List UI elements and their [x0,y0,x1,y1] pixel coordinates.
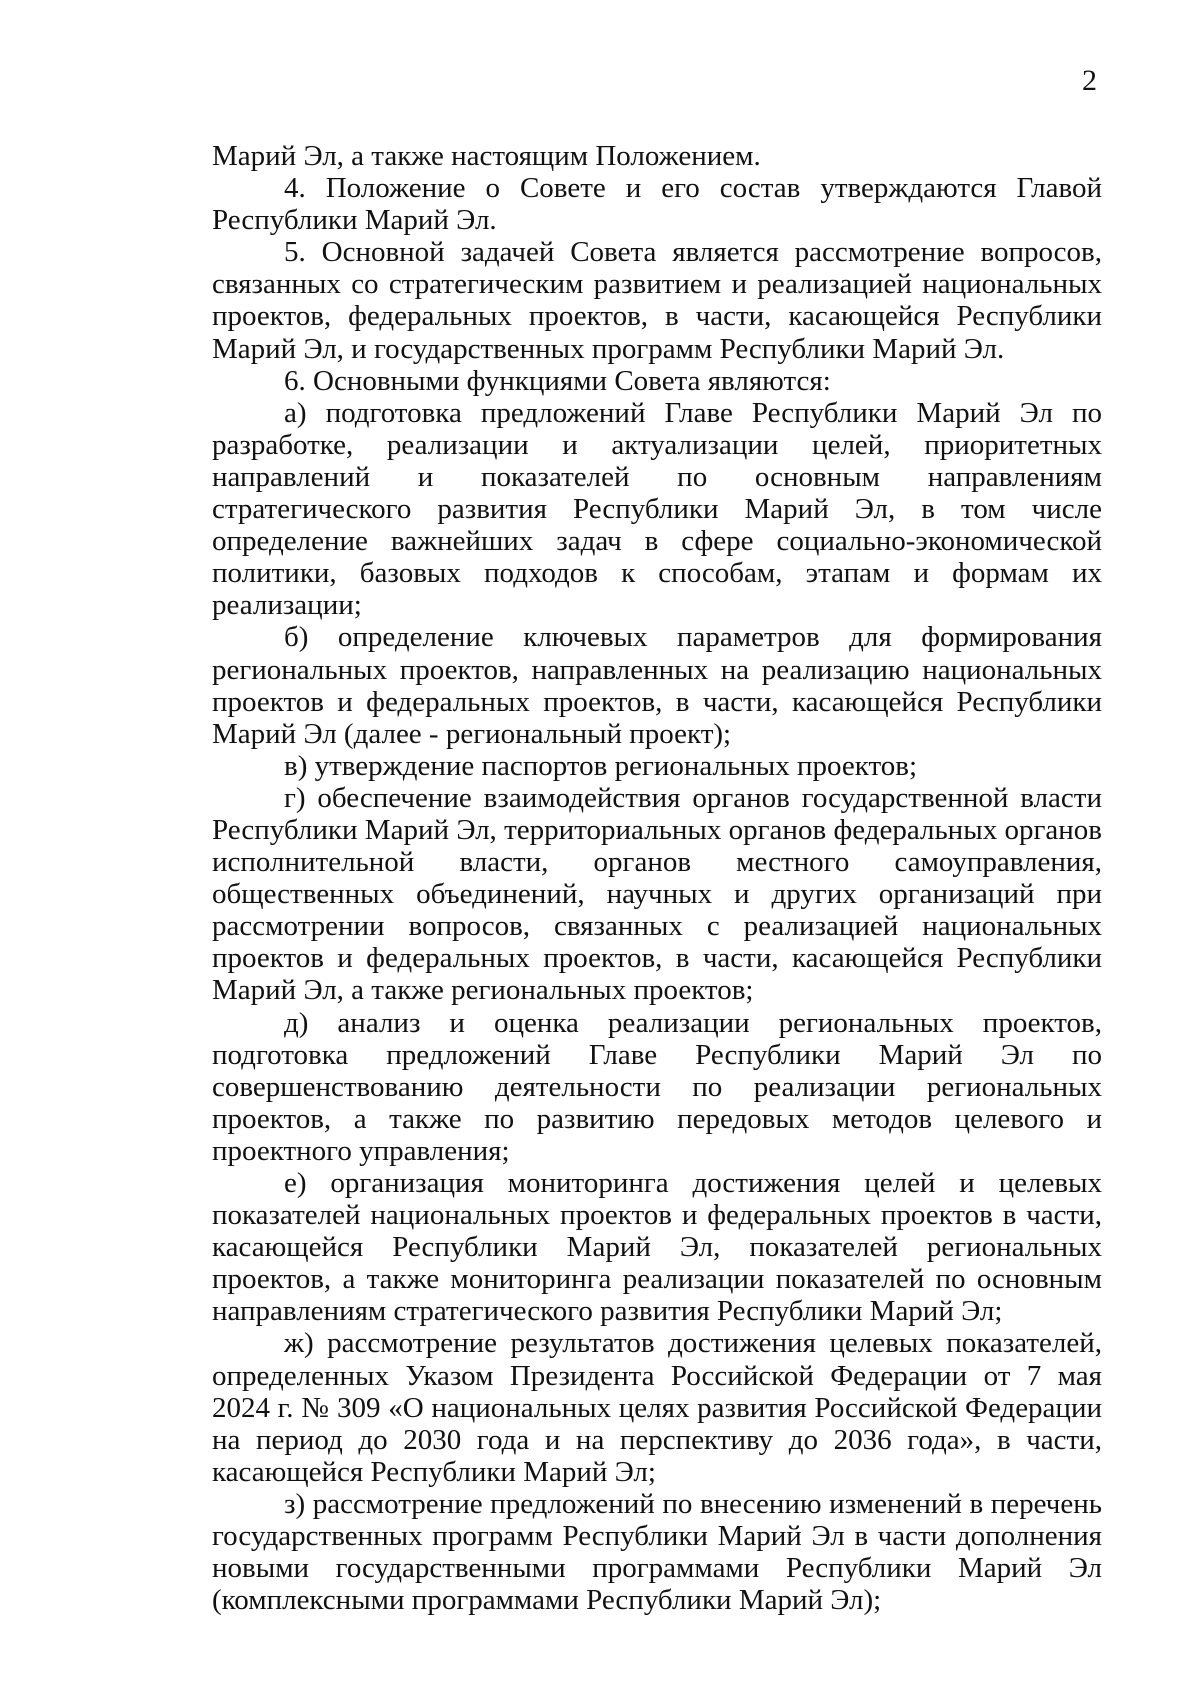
paragraph-subitem-g: г) обеспечение взаимодействия органов государственной власти Республики Марий Эл, территориальных органов федеральных органов исполнительной власти, органов местного самоуправления, общественных объединений, научных и других организаций при рассмотрении вопросов, связанных с реализацией национальных проектов и федеральных проектов, в части, касающейся Республики Марий Эл, а также региональных проектов; [212,781,1102,1007]
paragraph-continuation: Марий Эл, а также настоящим Положением. [212,140,761,172]
paragraph-item-5: 5. Основной задачей Совета является рассмотрение вопросов, связанных со стратегическим развитием и реализацией национальных проектов, федеральных проектов, в части, касающейся Республики Марий Эл, и государственных программ Республики Марий Эл. [212,236,1102,365]
paragraph-subitem-v: в) утверждение паспортов региональных проектов; [284,749,918,782]
paragraph-subitem-e: е) организация мониторинга достижения целей и целевых показателей национальных проектов и федеральных проектов в части, касающейся Республики Марий Эл, показателей региональных проектов, а также мониторинга реализации показателей по основным направлениям стратегического развития Республики Марий Эл; [212,1167,1102,1328]
document-body [212,140,1102,1616]
paragraph-item-4: 4. Положение о Совете и его состав утверждаются Главой Республики Марий Эл. [212,172,1102,237]
paragraph-subitem-a: а) подготовка предложений Главе Республики Марий Эл по разработке, реализации и актуализации целей, приоритетных направлений и показателей по основным направлениям стратегического развития Республики Марий Эл, в том числе определение важнейших задач в сфере социально-экономической политики, базовых подходов к способам, этапам и формам их реализации; [212,396,1102,622]
paragraph-subitem-zh: ж) рассмотрение результатов достижения целевых показателей, определенных Указом Президента Российской Федерации от 7 мая 2024 г. № 309 «О национальных целях развития Российской Федерации на период до 2030 года и на перспективу до 2036 года», в части, касающейся Республики Марий Эл; [212,1327,1102,1488]
paragraph-item-6: 6. Основными функциями Совета являются: [284,364,831,397]
page-number: 2 [1082,64,1097,97]
paragraph-subitem-b: б) определение ключевых параметров для формирования региональных проектов, направленных на реализацию национальных проектов и федеральных проектов, в части, касающейся Республики Марий Эл (далее - региональный проект); [212,621,1102,750]
paragraph-subitem-z: з) рассмотрение предложений по внесению изменений в перечень государственных программ Республики Марий Эл в части дополнения новыми государственными программами Республики Марий Эл (комплексными программами Республики Марий Эл); [212,1487,1102,1617]
paragraph-subitem-d: д) анализ и оценка реализации региональных проектов, подготовка предложений Главе Республики Марий Эл по совершенствованию деятельности по реализации региональных проектов, а также по развитию передовых методов целевого и проектного управления; [212,1006,1102,1167]
